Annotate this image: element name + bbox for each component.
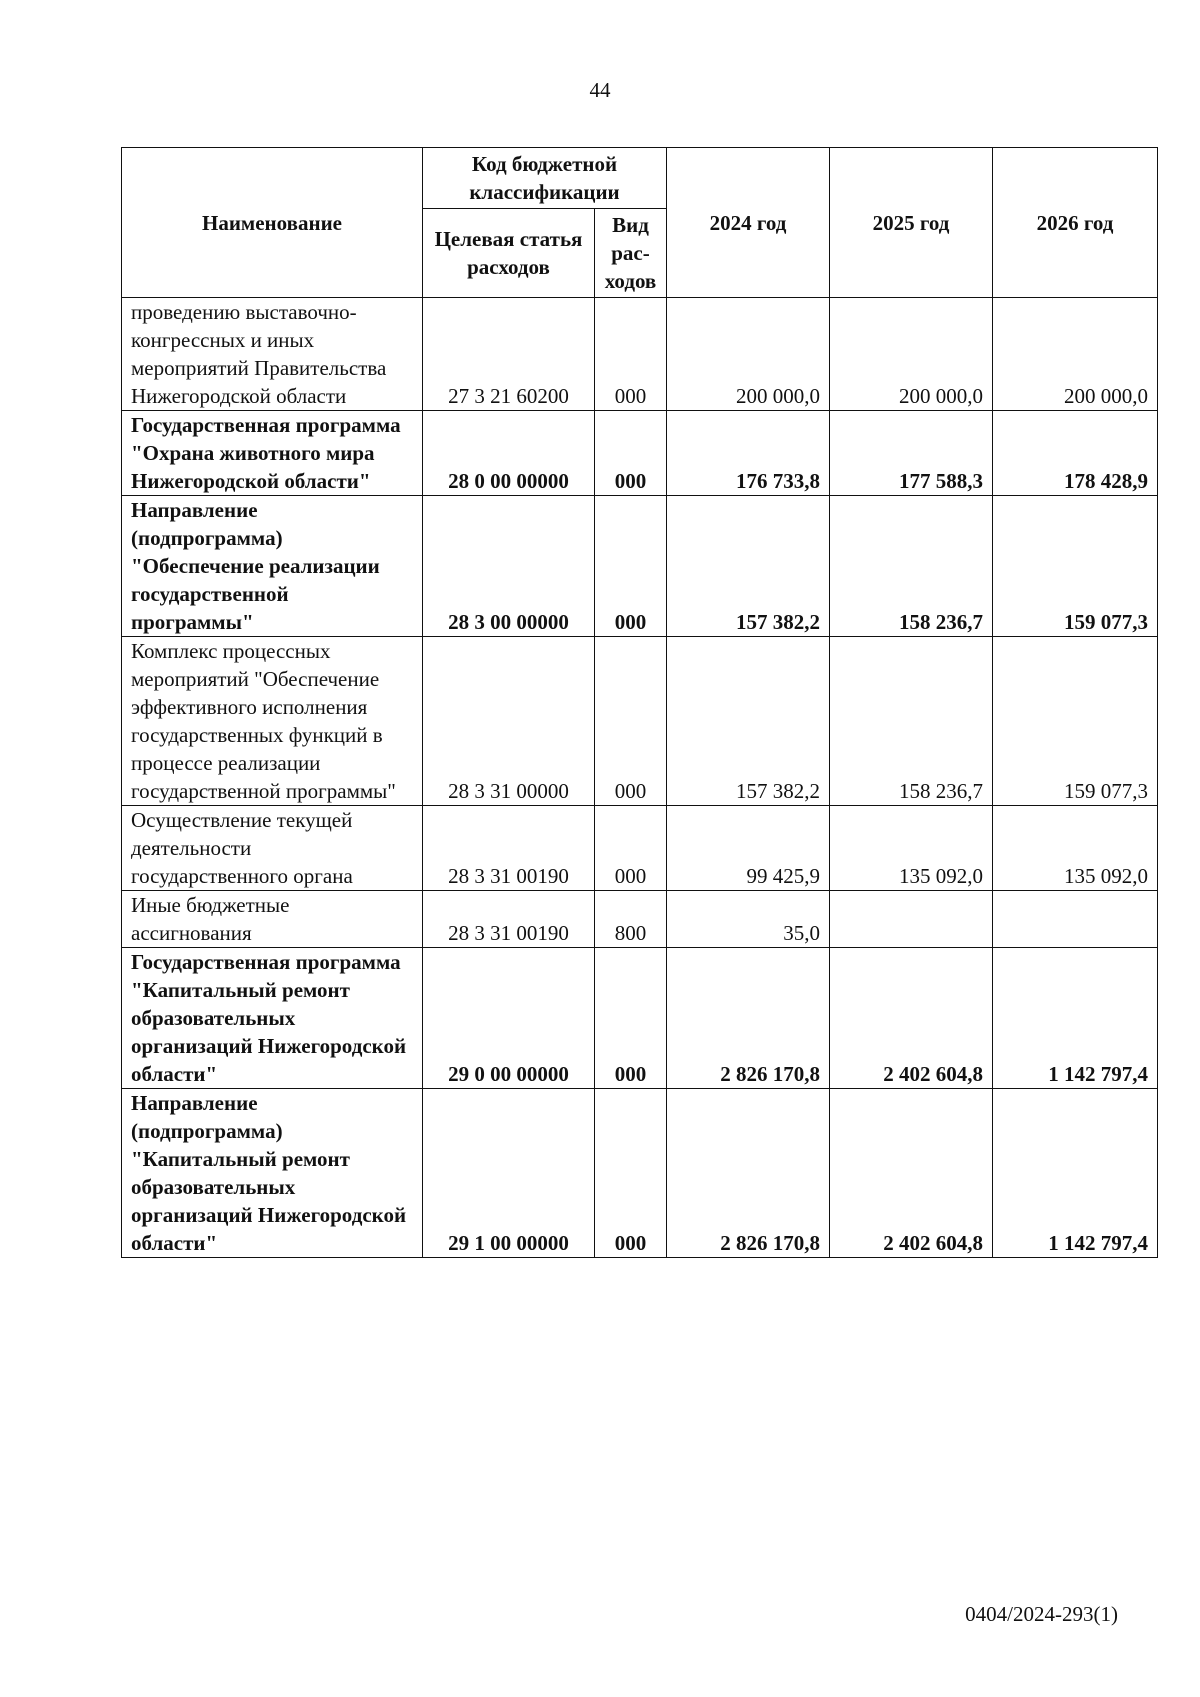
row-value-2026: 200 000,0: [993, 298, 1158, 411]
table-row: [122, 806, 1158, 891]
row-value-2026: 1 142 797,4: [993, 1089, 1158, 1258]
header-2026: 2026 год: [993, 148, 1158, 298]
row-value-2024: 99 425,9: [667, 806, 830, 891]
row-value-2026: 135 092,0: [993, 806, 1158, 891]
row-target-code: 28 3 31 00000: [423, 637, 595, 806]
row-value-2026: [993, 891, 1158, 948]
row-name: Иные бюджетные ассигнования: [122, 891, 423, 948]
row-value-2026: 1 142 797,4: [993, 948, 1158, 1089]
row-value-2025: [830, 891, 993, 948]
row-value-2024: 2 826 170,8: [667, 948, 830, 1089]
header-2025: 2025 год: [830, 148, 993, 298]
row-value-2025: 135 092,0: [830, 806, 993, 891]
row-name: Государственная программа "Капитальный ремонт образовательных организаций Нижегородской области": [122, 948, 423, 1089]
row-expense-type: 800: [595, 891, 667, 948]
row-value-2024: 35,0: [667, 891, 830, 948]
row-value-2025: 2 402 604,8: [830, 1089, 993, 1258]
row-value-2025: 158 236,7: [830, 496, 993, 637]
table-row: [122, 411, 1158, 496]
row-expense-type: 000: [595, 637, 667, 806]
table-row: [122, 948, 1158, 1089]
header-name: Наименование: [122, 148, 423, 298]
header-code-group: Код бюджетной классификации: [423, 148, 667, 209]
row-value-2024: 157 382,2: [667, 496, 830, 637]
row-value-2025: 200 000,0: [830, 298, 993, 411]
row-target-code: 29 0 00 00000: [423, 948, 595, 1089]
header-2024: 2024 год: [667, 148, 830, 298]
budget-table: [121, 147, 1158, 1258]
row-expense-type: 000: [595, 496, 667, 637]
row-value-2024: 157 382,2: [667, 637, 830, 806]
row-expense-type: 000: [595, 1089, 667, 1258]
row-target-code: 28 3 31 00190: [423, 806, 595, 891]
row-value-2024: 2 826 170,8: [667, 1089, 830, 1258]
table-row: [122, 637, 1158, 806]
row-name: проведению выставочно-конгрессных и иных мероприятий Правительства Нижегородской области: [122, 298, 423, 411]
page-number: 44: [589, 78, 611, 102]
row-value-2026: 178 428,9: [993, 411, 1158, 496]
header-code-type: Вид рас-ходов: [595, 209, 667, 298]
row-target-code: 29 1 00 00000: [423, 1089, 595, 1258]
table-row: [122, 496, 1158, 637]
row-value-2024: 176 733,8: [667, 411, 830, 496]
row-target-code: 28 3 31 00190: [423, 891, 595, 948]
row-value-2026: 159 077,3: [993, 637, 1158, 806]
row-value-2024: 200 000,0: [667, 298, 830, 411]
header-code-target: Целевая статья расходов: [423, 209, 595, 298]
header-row: [122, 148, 1158, 209]
row-value-2025: 2 402 604,8: [830, 948, 993, 1089]
row-name: Направление (подпрограмма) "Капитальный ремонт образовательных организаций Нижегородской области": [122, 1089, 423, 1258]
row-target-code: 28 0 00 00000: [423, 411, 595, 496]
row-name: Комплекс процессных мероприятий "Обеспечение эффективного исполнения государственных функций в процессе реализации государственной программы": [122, 637, 423, 806]
row-target-code: 28 3 00 00000: [423, 496, 595, 637]
table-body: [122, 298, 1158, 1258]
document-code: 0404/2024-293(1): [965, 1602, 1118, 1626]
table-row: [122, 891, 1158, 948]
row-name: Государственная программа "Охрана животного мира Нижегородской области": [122, 411, 423, 496]
row-expense-type: 000: [595, 298, 667, 411]
row-name: Осуществление текущей деятельности государственного органа: [122, 806, 423, 891]
table-row: [122, 298, 1158, 411]
row-name: Направление (подпрограмма) "Обеспечение реализации государственной программы": [122, 496, 423, 637]
row-target-code: 27 3 21 60200: [423, 298, 595, 411]
table-row: [122, 1089, 1158, 1258]
row-expense-type: 000: [595, 948, 667, 1089]
row-expense-type: 000: [595, 411, 667, 496]
row-value-2026: 159 077,3: [993, 496, 1158, 637]
row-expense-type: 000: [595, 806, 667, 891]
row-value-2025: 177 588,3: [830, 411, 993, 496]
row-value-2025: 158 236,7: [830, 637, 993, 806]
